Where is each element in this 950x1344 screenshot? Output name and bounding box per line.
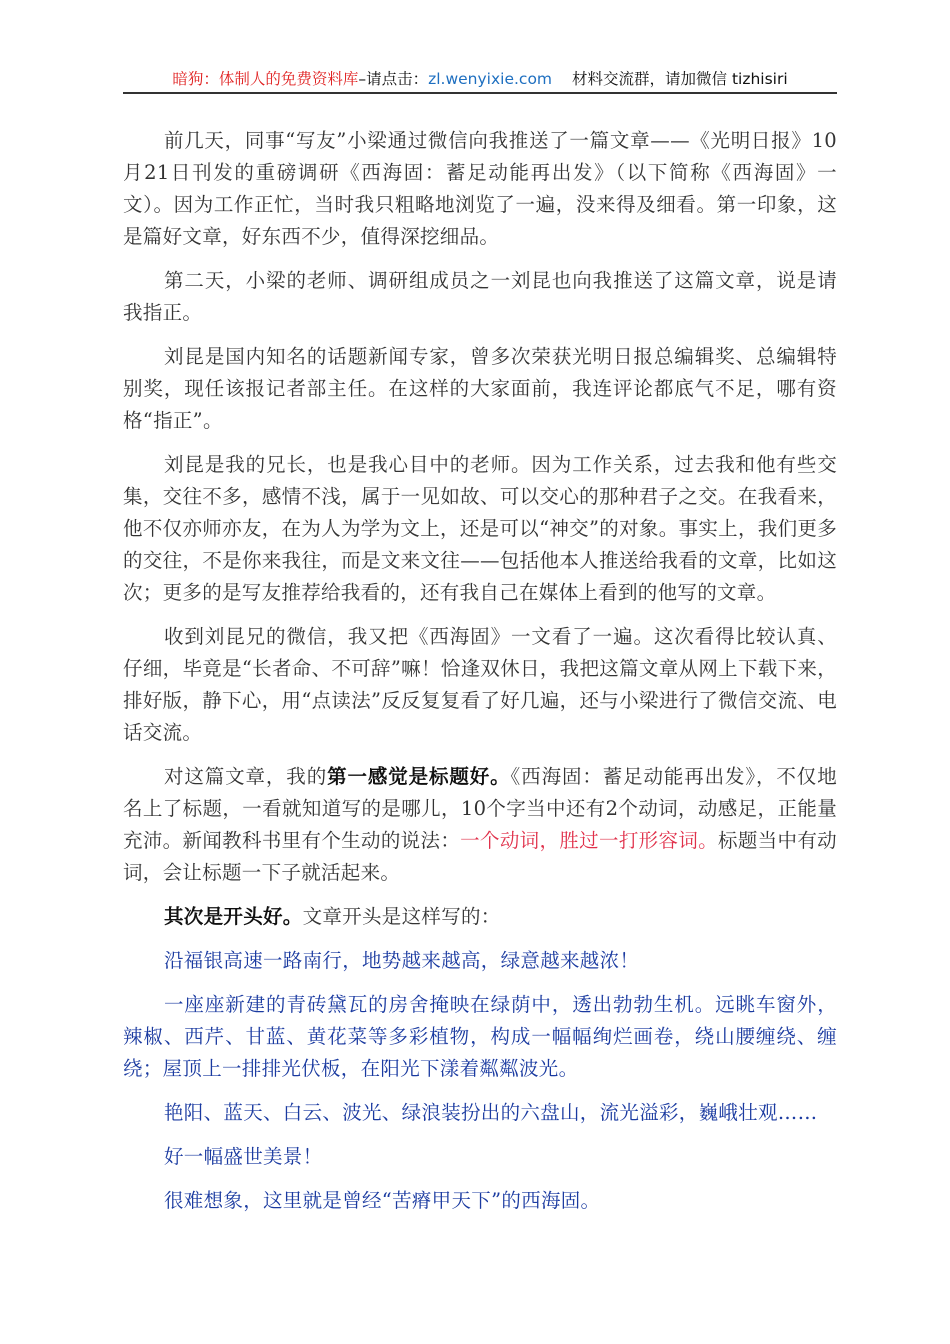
paragraph bbox=[123, 901, 837, 933]
quote-paragraph: 沿福银高速一路南行，地势越来越高，绿意越来越浓！ bbox=[164, 949, 640, 972]
paragraph bbox=[123, 761, 837, 889]
site-label: 暗狗：体制人的免费资料库 bbox=[172, 70, 359, 88]
quote-paragraph: 很难想象，这里就是曾经“苦瘠甲天下”的西海固。 bbox=[164, 1189, 601, 1212]
bold-text: 其次是开头好。 bbox=[164, 905, 303, 928]
highlight-text: 一个动词，胜过一打形容词。 bbox=[460, 829, 719, 852]
group-label: 材料交流群，请加微信 tizhisiri bbox=[572, 70, 788, 88]
text: 文章开头是这样写的： bbox=[302, 905, 501, 928]
quote-paragraph: 好一幅盛世美景！ bbox=[164, 1145, 323, 1168]
quote-paragraph: 一座座新建的青砖黛瓦的房舍掩映在绿荫中，透出勃勃生机。远眺车窗外，辣椒、西芹、甘蓝、黄花菜等多彩植物，构成一幅幅绚烂画卷，绕山腰缠绕、缠绕；屋顶上一排排光伏板，在阳光下漾着粼粼波光。 bbox=[123, 993, 837, 1080]
paragraph: 第二天，小梁的老师、调研组成员之一刘昆也向我推送了这篇文章，说是请我指正。 bbox=[123, 269, 837, 324]
page-header bbox=[123, 68, 837, 94]
text: 《西海固：蓄足动能再出发》，不仅地名上了标题，一看就知道写的是哪儿，10个字当中还有2个动词，动感足，正能量充沛。新闻教科书里有个生动的说法： bbox=[123, 765, 837, 852]
paragraph: 收到刘昆兄的微信，我又把《西海固》一文看了一遍。这次看得比较认真、仔细，毕竟是“长者命、不可辞”嘛！恰逢双休日，我把这篇文章从网上下载下来，排好版，静下心，用“点读法”反反复复看了好几遍，还与小梁进行了微信交流、电话交流。 bbox=[123, 625, 837, 744]
text: 对这篇文章，我的 bbox=[164, 765, 328, 788]
click-label: –请点击： bbox=[358, 70, 429, 88]
paragraph: 前几天，同事“写友”小梁通过微信向我推送了一篇文章——《光明日报》10月21日刊发的重磅调研《西海固：蓄足动能再出发》（以下简称《西海固》一文）。因为工作正忙，当时我只粗略地浏览了一遍，没来得及细看。第一印象，这是篇好文章，好东西不少，值得深挖细品。 bbox=[123, 129, 837, 248]
quote-paragraph: 艳阳、蓝天、白云、波光、绿浪装扮出的六盘山，流光溢彩，巍峨壮观…… bbox=[164, 1101, 818, 1124]
paragraph: 刘昆是国内知名的话题新闻专家，曾多次荣获光明日报总编辑奖、总编辑特别奖，现任该报记者部主任。在这样的大家面前，我连评论都底气不足，哪有资格“指正”。 bbox=[123, 345, 837, 432]
bold-text: 第一感觉是标题好。 bbox=[327, 765, 511, 788]
article-body bbox=[123, 125, 837, 1229]
site-link[interactable]: zl.wenyixie.com bbox=[428, 70, 553, 88]
text: 标题当中有动词，会让标题一下子就活起来。 bbox=[123, 829, 837, 884]
paragraph: 刘昆是我的兄长，也是我心目中的老师。因为工作关系，过去我和他有些交集，交往不多，感情不浅，属于一见如故、可以交心的那种君子之交。在我看来，他不仅亦师亦友，在为人为学为文上，还是可以“神交”的对象。事实上，我们更多的交往，不是你来我往，而是文来文往——包括他本人推送给我看的文章，比如这次；更多的是写友推荐给我看的，还有我自己在媒体上看到的他写的文章。 bbox=[123, 453, 837, 604]
